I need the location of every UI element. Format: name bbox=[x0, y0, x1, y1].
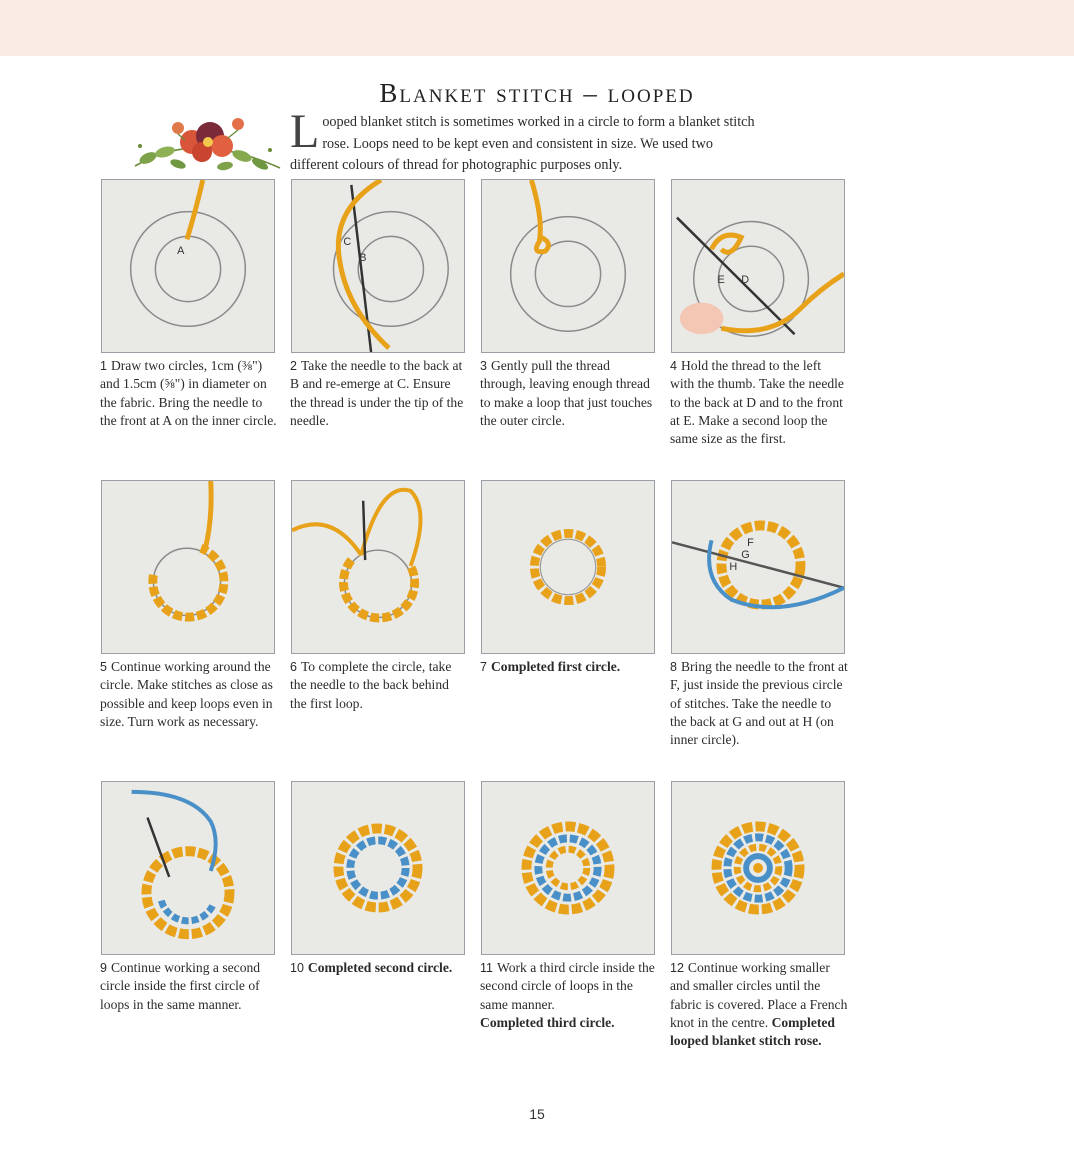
step-9-photo bbox=[101, 781, 275, 955]
step-10-caption: 10 Completed second circle. bbox=[290, 960, 453, 975]
step-6-photo bbox=[291, 480, 465, 654]
step-7-photo bbox=[481, 480, 655, 654]
label-e: E bbox=[717, 273, 725, 286]
step-1-photo bbox=[101, 179, 275, 353]
step-5-caption: 5 Continue working around the circle. Make stitches as close as possible and keep loops even in size. Turn work as necessary. bbox=[100, 659, 273, 729]
step-4-photo bbox=[671, 179, 845, 353]
floral-motif-illustration bbox=[130, 106, 285, 178]
step-11-caption: 11 Work a third circle inside the second circle of loops in the same manner. Completed third circle. bbox=[480, 960, 655, 1030]
header-band bbox=[0, 0, 1074, 56]
step-3-photo bbox=[481, 179, 655, 353]
step-1-caption: 1 Draw two circles, 1cm (⅜") and 1.5cm (⅝") in diameter on the fabric. Bring the needle to the front at A on the inner circle. bbox=[100, 358, 277, 428]
step-3-caption: 3 Gently pull the thread through, leaving enough thread to make a loop that just touches the outer circle. bbox=[480, 358, 653, 428]
step-8-caption: 8 Bring the needle to the front at F, just inside the previous circle of stitches. Take the needle to the back at G and out at H (on inner circle). bbox=[670, 659, 848, 748]
step-11-photo bbox=[481, 781, 655, 955]
step-7-caption: 7 Completed first circle. bbox=[480, 659, 621, 674]
step-12-photo bbox=[671, 781, 845, 955]
step-12-caption: 12 Continue working smaller and smaller circles until the fabric is covered. Place a French knot in the centre. Completed looped blanket stitch rose. bbox=[670, 960, 848, 1049]
label-d: D bbox=[741, 273, 750, 286]
step-9-caption: 9 Continue working a second circle inside the first circle of loops in the same manner. bbox=[100, 960, 261, 1012]
label-h: H bbox=[729, 560, 738, 573]
step-2-photo bbox=[291, 179, 465, 353]
drop-cap: L bbox=[290, 105, 320, 158]
step-10-photo bbox=[291, 781, 465, 955]
step-8-photo bbox=[671, 480, 845, 654]
label-b: B bbox=[359, 252, 367, 265]
step-2-caption: 2 Take the needle to the back at B and re-emerge at C. Ensure the thread is under the tip of the needle. bbox=[290, 358, 464, 428]
page-number: 15 bbox=[529, 1106, 545, 1122]
label-a: A bbox=[177, 245, 185, 258]
page-title: Blanket stitch – looped bbox=[379, 78, 695, 108]
step-4-caption: 4 Hold the thread to the left with the thumb. Take the needle to the back at D and to the front at E. Make a second loop the same size as the first. bbox=[670, 358, 844, 447]
intro-text: ooped blanket stitch is sometimes worked in a circle to form a blanket stitch rose. Loops need to be kept even and consistent in size. We used two different colours of thread for photographic purposes only. bbox=[290, 114, 755, 173]
label-g: G bbox=[741, 549, 750, 562]
label-c: C bbox=[343, 236, 352, 249]
intro-paragraph bbox=[290, 105, 760, 177]
step-6-caption: 6 To complete the circle, take the needle to the back behind the first loop. bbox=[290, 659, 452, 711]
label-f: F bbox=[747, 537, 754, 550]
step-5-photo bbox=[101, 480, 275, 654]
